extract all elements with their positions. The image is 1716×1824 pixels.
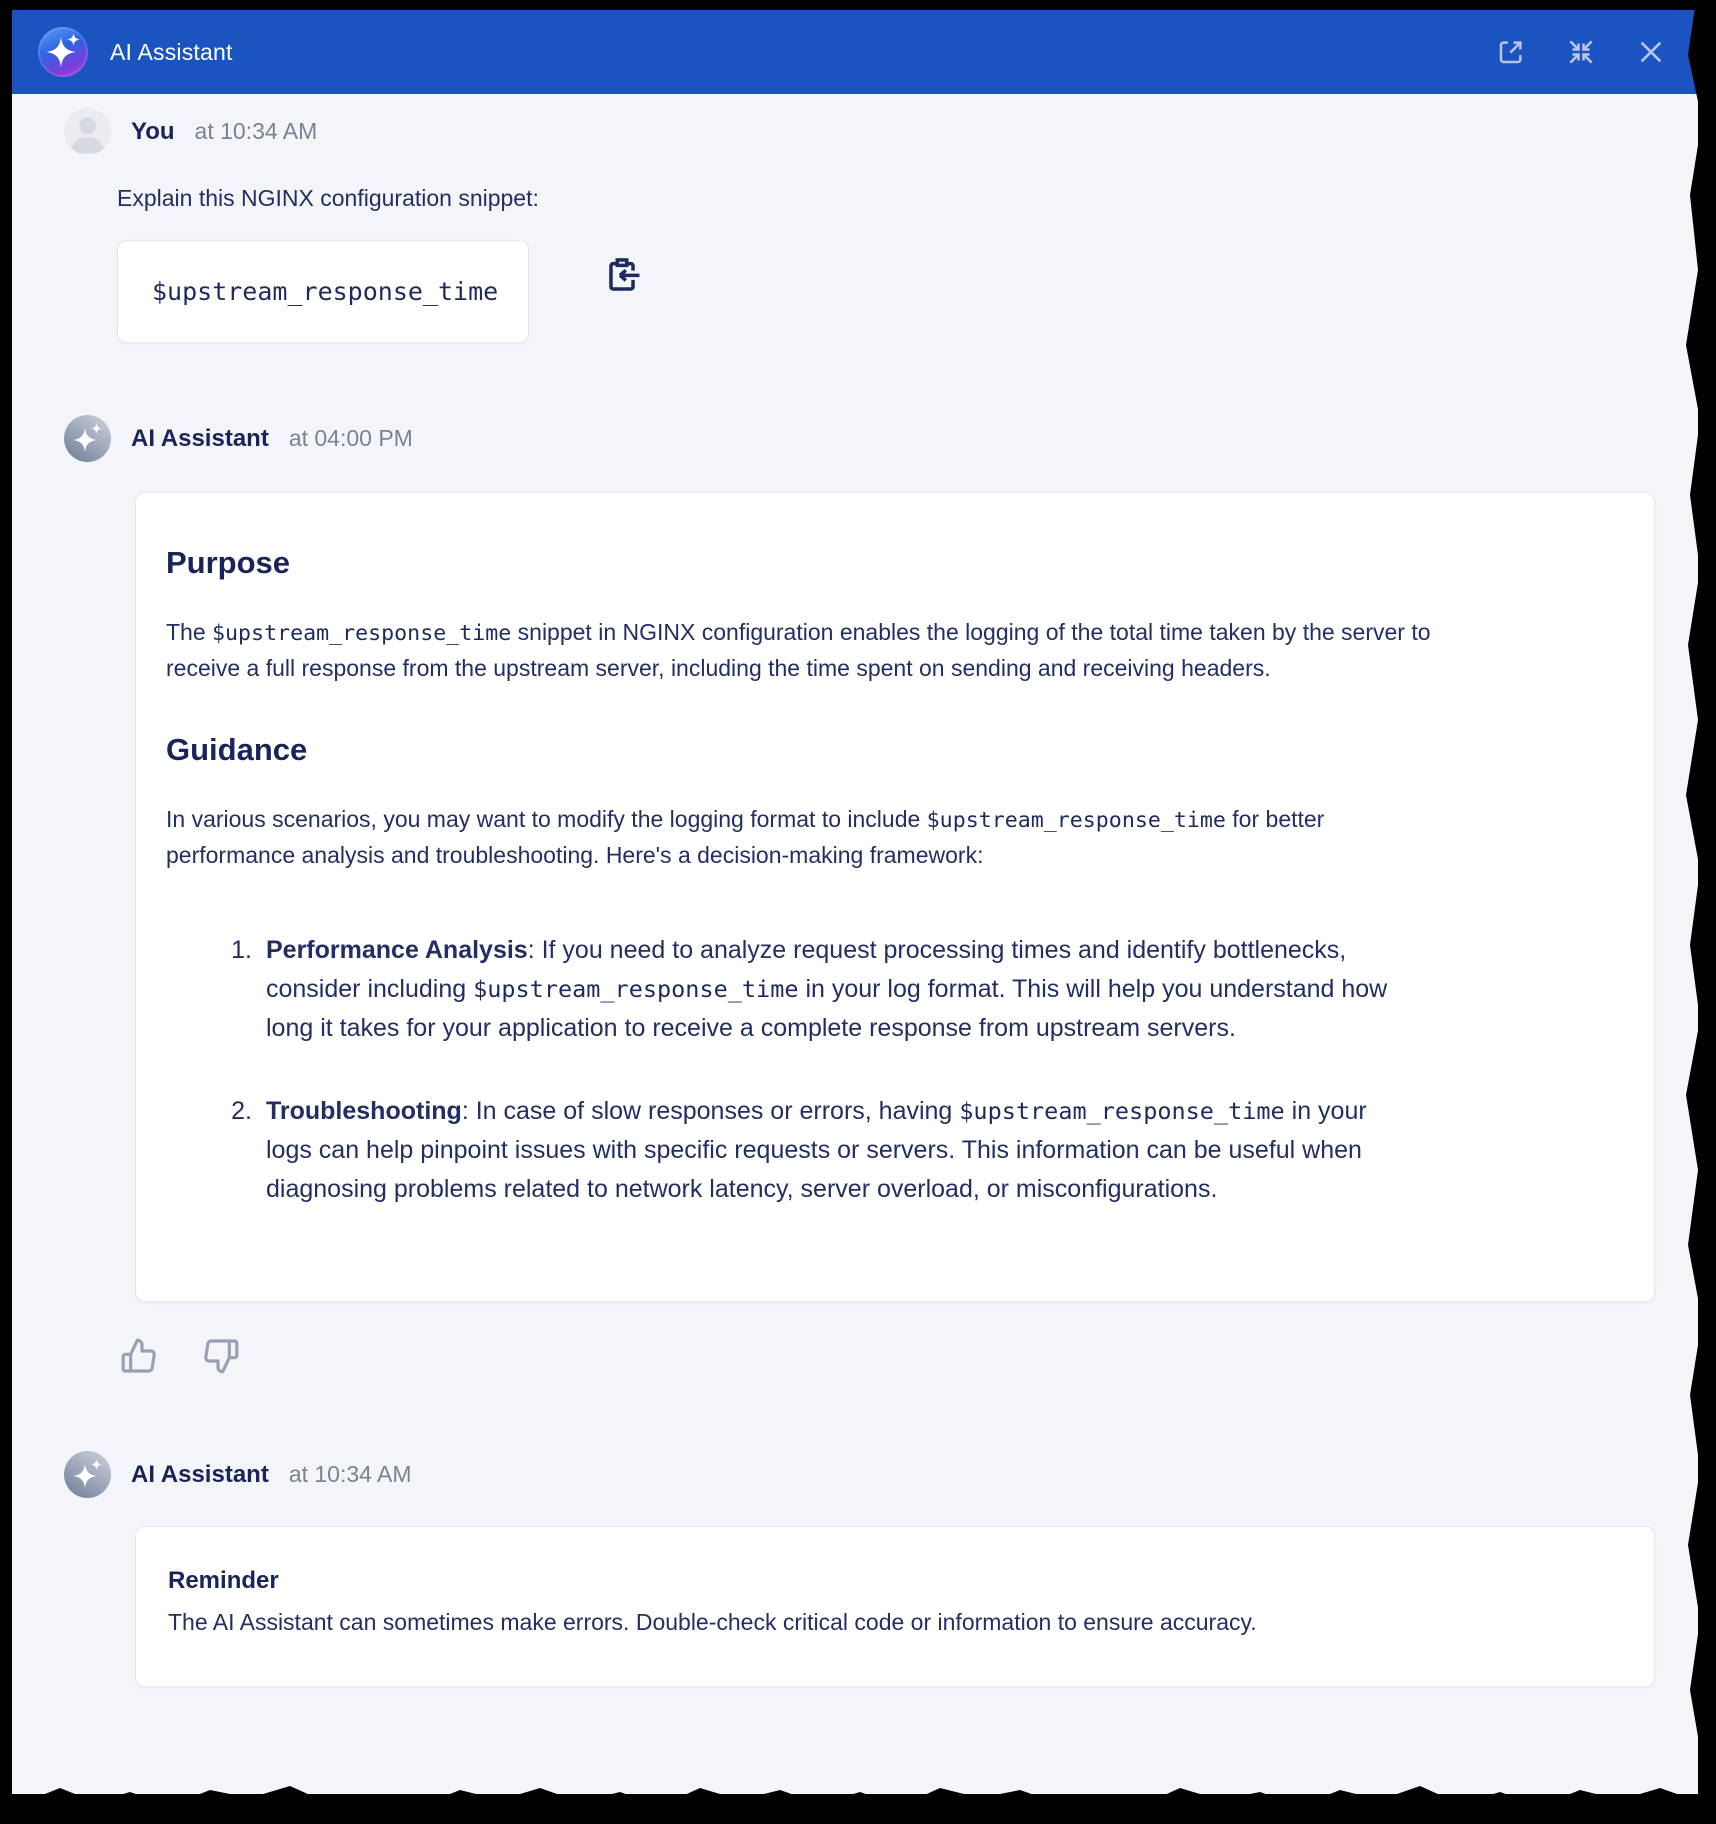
inline-code: $upstream_response_time [926,808,1226,833]
guidance-list [166,931,1614,1209]
assistant-author: AI Assistant [131,424,269,452]
assistant-reminder-message [64,1451,1658,1687]
close-panel-button[interactable] [1634,35,1668,69]
header-actions [1494,35,1668,69]
list-item-troubleshooting: 2. Troubleshooting: In case of slow responses or errors, having $upstream_response_time in your logs can help pinpoint issues with specific requests or servers. This information can be useful when diagnosing problems related to network latency, server overload, or misconfigurations. [266,1092,1416,1209]
feedback-buttons [119,1336,1658,1379]
open-in-new-window-button[interactable] [1494,35,1528,69]
purpose-heading: Purpose [166,545,291,580]
assistant-avatar-icon [64,1451,111,1498]
chat-scroll-area [12,94,1698,1687]
assistant-author: AI Assistant [131,1460,269,1488]
reminder-card [135,1526,1655,1687]
reminder-text: The AI Assistant can sometimes make errors. Double-check critical code or information to ensure accuracy. [168,1609,1257,1635]
guidance-heading: Guidance [166,732,308,767]
inline-code: $upstream_response_time [959,1097,1285,1125]
reminder-heading: Reminder [168,1567,279,1594]
user-message [64,108,1658,343]
ai-assistant-panel [12,10,1698,1794]
guidance-paragraph: In various scenarios, you may want to modify the logging format to include $upstream_response_time for better performance analysis and troubleshooting. Here's a decision-making framework: [166,806,1325,868]
paste-clipboard-icon [601,254,643,296]
open-in-new-window-icon [1496,37,1526,67]
user-timestamp: at 10:34 AM [194,118,318,144]
inline-code: $upstream_response_time [473,975,799,1003]
close-icon [1635,36,1667,68]
list-item-performance-analysis: 1. Performance Analysis: If you need to analyze request processing times and identify bottlenecks, consider including $upstream_response_time in your log format. This will help you understand how long it takes for your application to receive a complete response from upstream servers. [266,931,1416,1048]
assistant-timestamp: at 04:00 PM [288,425,413,451]
assistant-timestamp: at 10:34 AM [288,1461,412,1487]
assistant-response-message [64,415,1658,1379]
assistant-reminder-header [64,1451,1658,1498]
user-author: You [131,117,175,145]
collapse-panel-button[interactable] [1564,35,1598,69]
inline-code: $upstream_response_time [212,621,512,646]
user-message-header [64,108,1658,155]
thumbs-up-button[interactable] [119,1336,159,1379]
purpose-paragraph: The $upstream_response_time snippet in NGINX configuration enables the logging of the total time taken by the server to receive a full response from the upstream server, including the time spent on sending and receiving headers. [166,619,1431,681]
assistant-response-header [64,415,1658,462]
assistant-response-card [135,492,1655,1302]
user-message-text: Explain this NGINX configuration snippet: [117,185,539,211]
code-snippet-row [117,240,1658,343]
thumbs-down-button[interactable] [201,1336,241,1379]
panel-title: AI Assistant [110,38,233,65]
list-number: 2. [231,1097,252,1125]
code-snippet-card [117,240,529,343]
user-avatar-icon [64,108,111,155]
thumbs-up-icon [119,1336,159,1376]
collapse-icon [1566,37,1596,67]
ai-assistant-logo-icon [38,27,88,77]
list-number: 1. [231,936,252,964]
panel-header [12,10,1698,94]
code-snippet-text: $upstream_response_time [152,277,499,306]
copy-code-button[interactable] [601,254,643,299]
assistant-avatar-icon [64,415,111,462]
thumbs-down-icon [201,1336,241,1376]
